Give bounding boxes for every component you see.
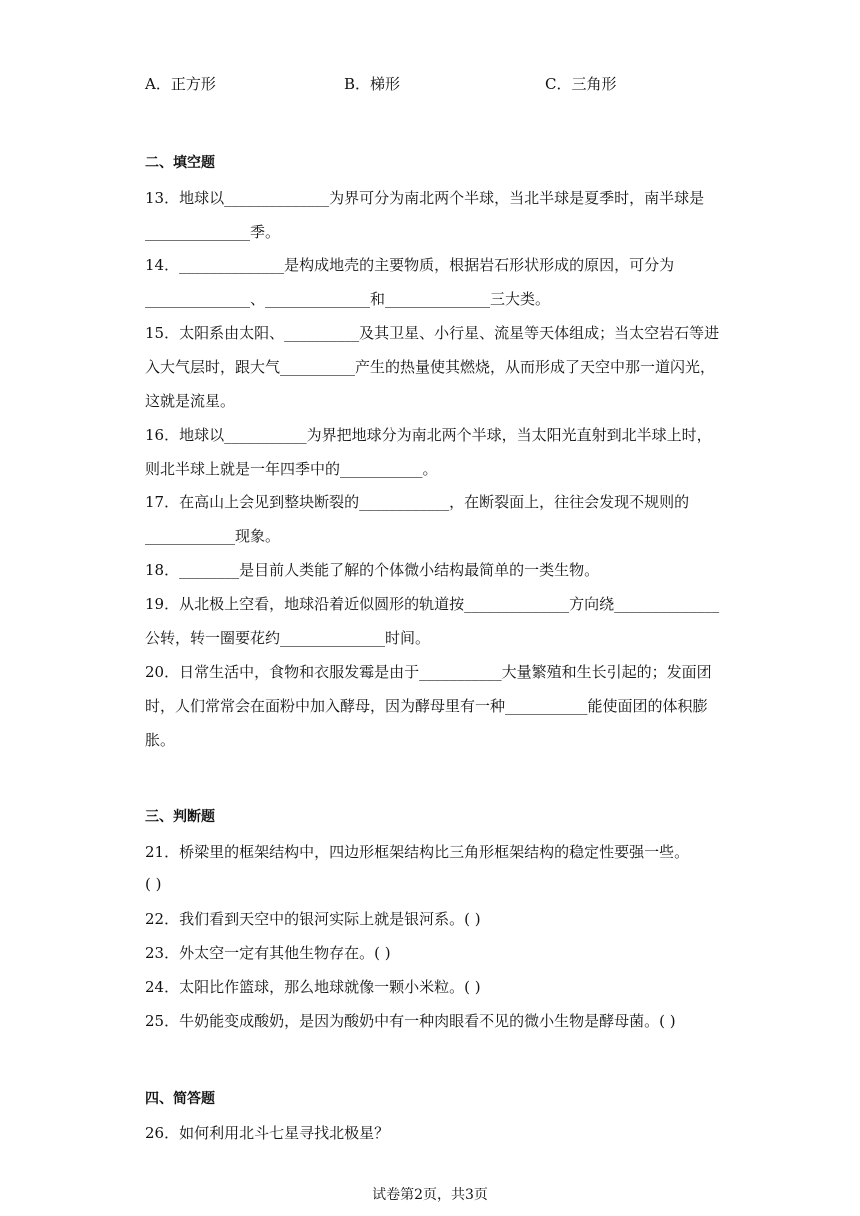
question-21-answer-blank: ( ) (145, 875, 162, 893)
question-16-line-2: 则北半球上就是一年四季中的___________。 (145, 460, 438, 478)
section-heading-true-false: 三、判断题 (145, 809, 215, 825)
question-14-line-1: 14．______________是构成地壳的主要物质，根据岩石形状形成的原因，可分为 (145, 256, 675, 274)
question-22-line-1: 22．我们看到天空中的银河实际上就是银河系。( ) (145, 910, 481, 928)
question-15-line-2: 入大气层时，跟大气__________产生的热量使其燃烧，从而形成了天空中那一道闪光， (145, 358, 716, 376)
question-15-line-3: 这就是流星。 (145, 392, 236, 410)
question-24-line-1: 24．太阳比作篮球，那么地球就像一颗小米粒。( ) (145, 978, 481, 996)
page-footer: 试卷第2页，共3页 (372, 1187, 488, 1203)
option-a: A．正方形 (145, 75, 216, 93)
question-19-line-1: 19．从北极上空看，地球沿着近似圆形的轨道按______________方向绕______________ (145, 595, 720, 613)
question-26-line-1: 26．如何利用北斗七星寻找北极星？ (145, 1124, 390, 1142)
question-23-line-1: 23．外太空一定有其他生物存在。( ) (145, 944, 391, 962)
question-20-line-1: 20．日常生活中，食物和衣服发霉是由于___________大量繁殖和生长引起的；发面团 (145, 663, 712, 681)
question-20-line-3: 胀。 (145, 731, 176, 749)
question-19-line-2: 公转，转一圈要花约______________时间。 (145, 629, 431, 647)
question-17-line-1: 17．在高山上会见到整块断裂的____________，在断裂面上，往往会发现不规则的 (145, 493, 690, 511)
question-21-line-1: 21．桥梁里的框架结构中，四边形框架结构比三角形框架结构的稳定性要强一些。 (145, 843, 690, 861)
question-16-line-1: 16．地球以___________为界把地球分为南北两个半球，当太阳光直射到北半球上时， (145, 426, 712, 444)
question-18-line-1: 18．________是目前人类能了解的个体微小结构最简单的一类生物。 (145, 561, 600, 579)
section-heading-fill-in: 二、填空题 (145, 155, 215, 171)
question-17-line-2: ____________现象。 (145, 527, 281, 545)
question-13-line-2: ______________季。 (145, 223, 281, 241)
question-15-line-1: 15．太阳系由太阳、__________及其卫星、小行星、流星等天体组成；当太空岩石等进 (145, 324, 720, 342)
question-14-line-2: ______________、______________和______________三大类。 (145, 290, 551, 308)
question-25-line-1: 25．牛奶能变成酸奶，是因为酸奶中有一种肉眼看不见的微小生物是酵母菌。( ) (145, 1012, 676, 1030)
question-20-line-2: 时，人们常常会在面粉中加入酵母，因为酵母里有一种___________能使面团的体积膨 (145, 697, 708, 715)
section-heading-short-answer: 四、简答题 (145, 1091, 215, 1107)
option-b: B．梯形 (344, 75, 401, 93)
question-13-line-1: 13．地球以______________为界可分为南北两个半球，当北半球是夏季时，南半球是 (145, 189, 705, 207)
option-c: C．三角形 (545, 75, 617, 93)
